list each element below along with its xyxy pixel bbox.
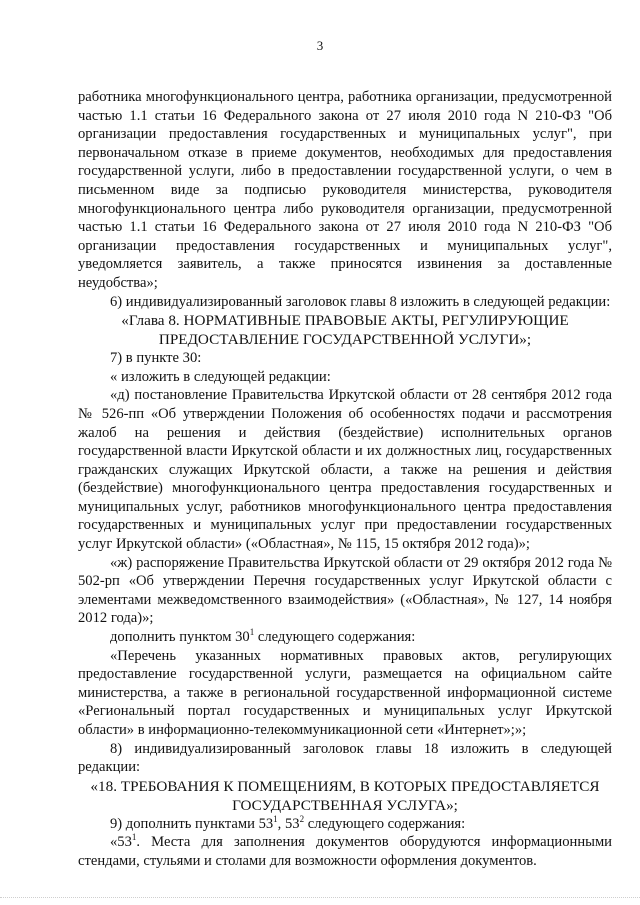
document-body [78,88,612,871]
paragraph-list-published: «Перечень указанных нормативных правовых актов, регулирующих предоставление государственной услуги, размещается на официальном сайте министерства, а также в региональной государственной информационной системе «Региональный портал государственных и муниципальных услуг Иркутской области» в информационно-телекоммуникационной сети «Интернет»;»; [78,647,612,738]
text-fragment: следующего содержания: [254,629,416,646]
text-fragment: следующего содержания: [304,815,466,832]
superscript: 2 [299,813,305,824]
paragraph-edition-intro: « изложить в следующей редакции: [110,368,331,385]
chapter-8-heading: «Глава 8. НОРМАТИВНЫЕ ПРАВОВЫЕ АКТЫ, РЕГУЛИРУЮЩИЕ ПРЕДОСТАВЛЕНИЕ ГОСУДАРСТВЕННОЙ УСЛУГИ»; [121,312,569,349]
superscript: 1 [249,627,255,638]
paragraph-subitem-d: «д) постановление Правительства Иркутской области от 28 сентября 2012 года № 526-пп «Об утверждении Положения об особенностях подачи и рассмотрения жалоб на решения и действия (бездействие) исполнительных органов государственной власти Иркутской области и их должностных лиц, государственных гражданских служащих Иркутской области, а также на решения и действия (бездействие) многофункционального центра предоставления государственных и муниципальных услуг, работников многофункционального центра предоставления государственных и муниципальных услуг при предоставлении государственных услуг Иркутской области» («Областная», № 115, 15 октября 2012 года)»; [78,387,612,553]
text-fragment: , 53 [277,815,300,832]
paragraph-subitem-zh: «ж) распоряжение Правительства Иркутской области от 29 октября 2012 года № 502-рп «Об утверждении Перечня государственных услуг Иркутской области с элементами межведомственного взаимодействия» («Областная», № 127, 14 ноября 2012 года)»; [78,554,612,627]
paragraph-continuation: работника многофункционального центра, работника организации, предусмотренной частью 1.1 статьи 16 Федерального закона от 27 июля 2010 года N 210-ФЗ "Об организации предоставления государственных и муниципальных услуг", при первоначальном отказе в приеме документов, необходимых для предоставления государственной услуги, либо в предоставлении государственной услуги, о чем в письменном виде за подписью руководителя министерства, руководителя многофункционального центра либо руководителя организации, предусмотренной частью 1.1 статьи 16 Федерального закона от 27 июля 2010 года N 210-ФЗ "Об организации предоставления государственных и муниципальных услуг", уведомляется заявитель, а также приносятся извинения за доставленные неудобства»; [78,89,612,291]
text-fragment: 9) дополнить пунктами 53 [110,815,274,832]
paragraph-point-53-1 [78,833,612,870]
superscript: 1 [273,813,278,824]
paragraph-item-7: 7) в пункте 30: [110,350,202,367]
paragraph-item-9 [78,815,612,834]
paragraph-item-8: 8) индивидуализированный заголовок главы 18 изложить в следующей редакции: [78,740,612,776]
paragraph-item-6: 6) индивидуализированный заголовок главы 8 изложить в следующей редакции: [110,293,611,310]
scan-edge-line [0,897,640,899]
text-fragment: «53 [110,834,132,851]
paragraph-add-point-30-1 [78,628,612,647]
page-number: 3 [316,38,324,53]
superscript: 1 [131,832,137,843]
text-fragment: дополнить пунктом 30 [110,629,250,646]
text-fragment: . Места для заполнения документов оборудуются информационными стендами, стульями и столами для возможности оформления документов. [78,834,612,869]
chapter-18-heading: «18. ТРЕБОВАНИЯ К ПОМЕЩЕНИЯМ, В КОТОРЫХ ПРЕДОСТАВЛЯЕТСЯ ГОСУДАРСТВЕННАЯ УСЛУГА»; [90,777,600,814]
